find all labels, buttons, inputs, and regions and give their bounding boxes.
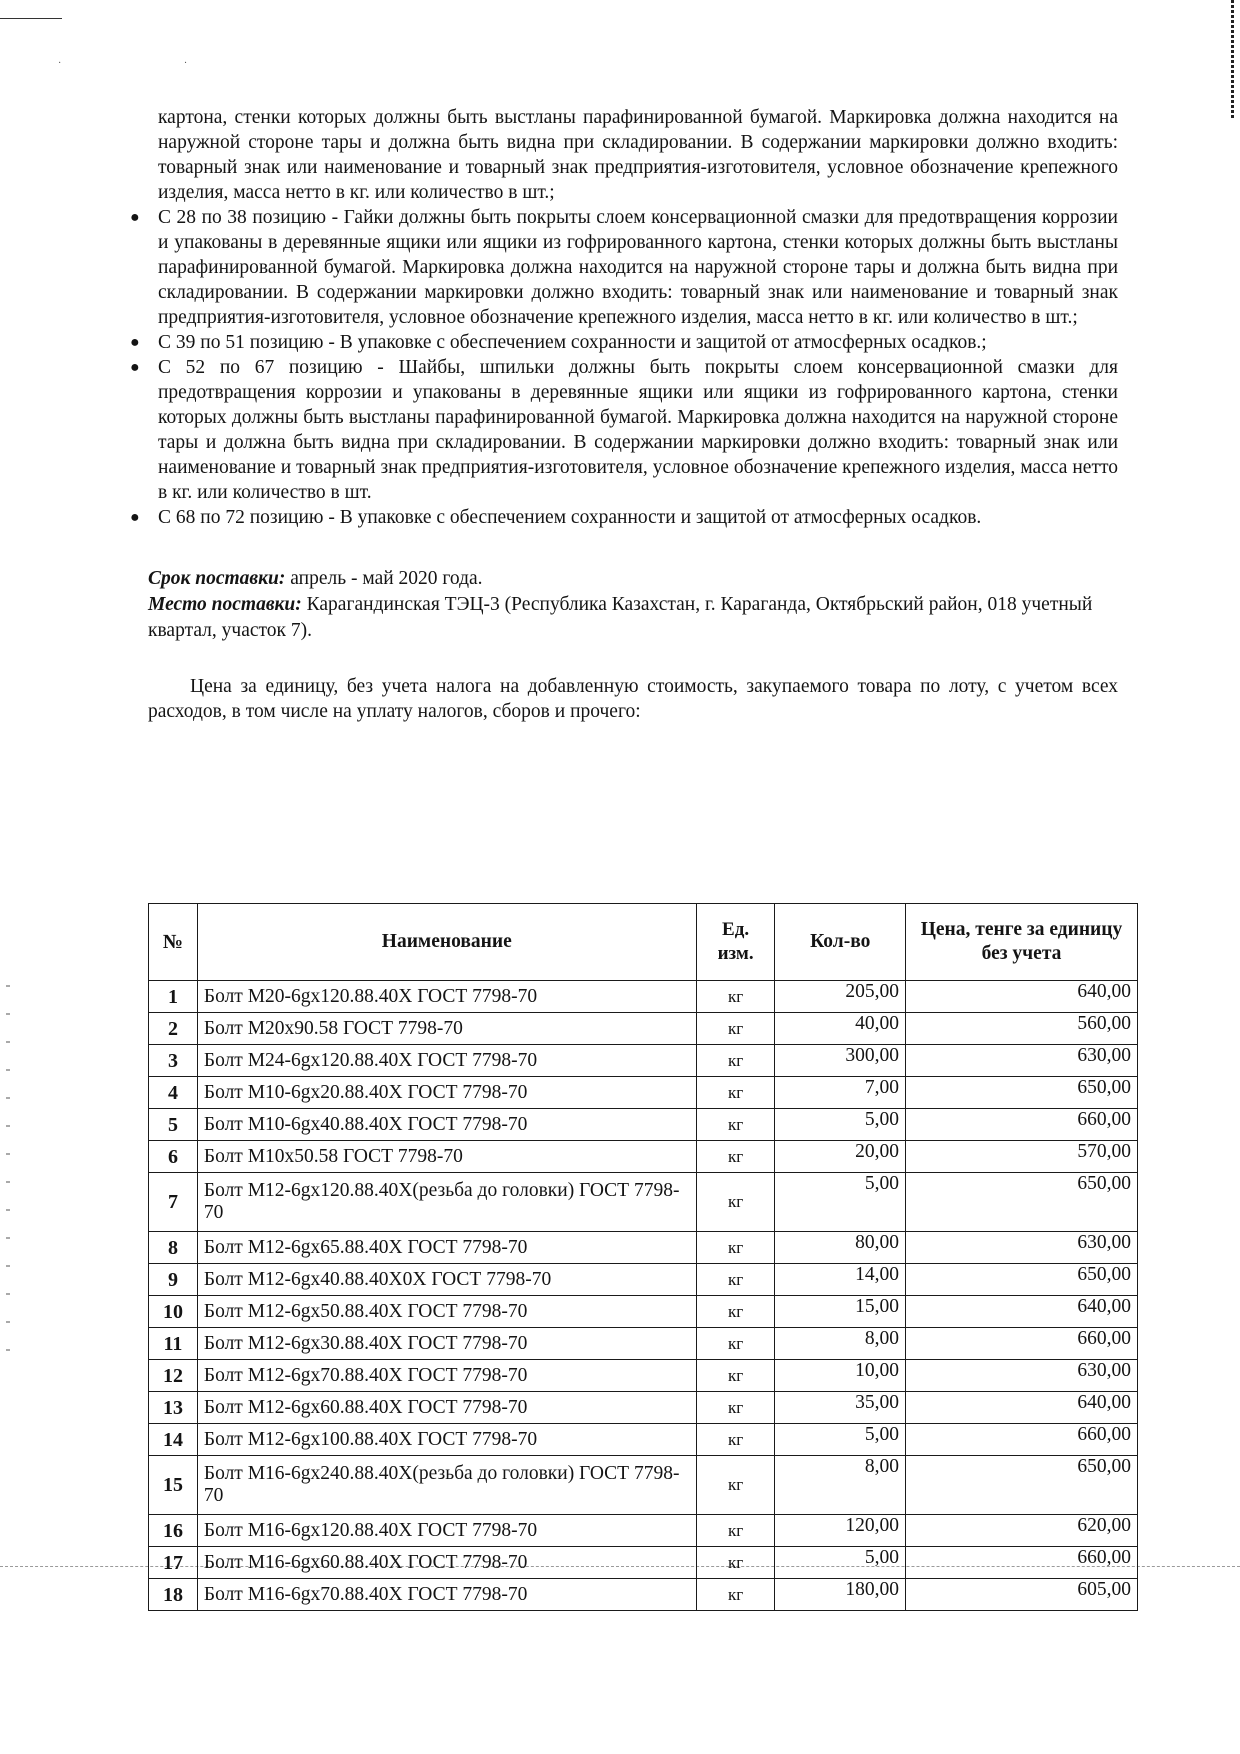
row-name: Болт М10-6gx20.88.40Х ГОСТ 7798-70 [197,1077,696,1109]
row-unit: кг [696,1328,775,1360]
row-name: Болт М12-6gx70.88.40Х ГОСТ 7798-70 [197,1360,696,1392]
table-row [149,1109,1138,1141]
scan-margin-line [0,18,62,19]
row-unit: кг [696,1547,775,1579]
row-price: 650,00 [906,1077,1138,1109]
row-unit: кг [696,1109,775,1141]
row-number: 7 [149,1173,198,1232]
scan-edge-artifact [1231,0,1234,120]
row-unit: кг [696,1360,775,1392]
table-row [149,1392,1138,1424]
row-price: 605,00 [906,1579,1138,1611]
table-row [149,1141,1138,1173]
row-price: 660,00 [906,1109,1138,1141]
row-qty: 8,00 [775,1328,906,1360]
row-name: Болт М16-6gx70.88.40Х ГОСТ 7798-70 [197,1579,696,1611]
table-row [149,1045,1138,1077]
row-qty: 20,00 [775,1141,906,1173]
row-number: 8 [149,1232,198,1264]
list-item: ● С 68 по 72 позицию - В упаковке с обеспечением сохранности и защитой от атмосферных осадков. [130,507,982,528]
row-qty: 5,00 [775,1109,906,1141]
row-name: Болт М12-6gx30.88.40Х ГОСТ 7798-70 [197,1328,696,1360]
row-price: 630,00 [906,1045,1138,1077]
bullet-icon: ● [130,359,140,376]
row-qty: 300,00 [775,1045,906,1077]
table-row [149,1515,1138,1547]
row-number: 11 [149,1328,198,1360]
row-price: 660,00 [906,1424,1138,1456]
row-number: 5 [149,1109,198,1141]
row-name: Болт М20-6gx120.88.40Х ГОСТ 7798-70 [197,981,696,1013]
row-name: Болт М10-6gx40.88.40Х ГОСТ 7798-70 [197,1109,696,1141]
row-qty: 120,00 [775,1515,906,1547]
row-price: 570,00 [906,1141,1138,1173]
row-number: 15 [149,1456,198,1515]
row-name: Болт М12-6gx100.88.40Х ГОСТ 7798-70 [197,1424,696,1456]
row-qty: 8,00 [775,1456,906,1515]
table-row [149,1328,1138,1360]
header-name: Наименование [197,904,696,981]
bullet-icon: ● [130,209,140,226]
row-qty: 5,00 [775,1173,906,1232]
delivery-terms [148,566,1118,644]
table-body [149,981,1138,1611]
row-qty: 40,00 [775,1013,906,1045]
row-price: 640,00 [906,981,1138,1013]
row-unit: кг [696,1045,775,1077]
row-unit: кг [696,1264,775,1296]
row-price: 560,00 [906,1013,1138,1045]
list-item: ● С 52 по 67 позицию - Шайбы, шпильки должны быть покрыты слоем консервационной смазки для предотвращения коррозии и упакованы в деревянные ящики или ящики из гофрированного картона, стенки которых должны быть выстланы парафинированной бумагой. Маркировка должна находится на наружной стороне тары и должна быть видна при складировании. В содержании маркировки должно входить: товарный знак или наименование и товарный знак предприятия-изготовителя, условное обозначение крепежного изделия, масса нетто в кг. или количество в шт. [130,357,1118,503]
header-num: № [149,904,198,981]
row-price: 630,00 [906,1232,1138,1264]
price-intro: Цена за единицу, без учета налога на добавленную стоимость, закупаемого товара по лоту, с учетом всех расходов, в том числе на уплату налогов, сборов и прочего: [148,676,1118,722]
delivery-term: Срок поставки: апрель - май 2020 года. [148,568,483,589]
row-unit: кг [696,1456,775,1515]
header-qty: Кол-во [775,904,906,981]
row-qty: 35,00 [775,1392,906,1424]
row-number: 9 [149,1264,198,1296]
table-row [149,981,1138,1013]
row-qty: 180,00 [775,1579,906,1611]
row-number: 10 [149,1296,198,1328]
row-qty: 10,00 [775,1360,906,1392]
row-number: 6 [149,1141,198,1173]
row-number: 1 [149,981,198,1013]
row-price: 620,00 [906,1515,1138,1547]
row-unit: кг [696,1077,775,1109]
row-name: Болт М12-6gx120.88.40Х(резьба до головки) ГОСТ 7798-70 [197,1173,696,1232]
table-row [149,1456,1138,1515]
row-qty: 5,00 [775,1424,906,1456]
row-qty: 80,00 [775,1232,906,1264]
table-row [149,1547,1138,1579]
bullet-icon: ● [130,509,140,526]
row-name: Болт М24-6gx120.88.40Х ГОСТ 7798-70 [197,1045,696,1077]
table-row [149,1360,1138,1392]
row-number: 18 [149,1579,198,1611]
scan-left-marks [6,985,10,1365]
table-row [149,1264,1138,1296]
row-number: 2 [149,1013,198,1045]
row-name: Болт М20х90.58 ГОСТ 7798-70 [197,1013,696,1045]
table-row [149,1424,1138,1456]
row-unit: кг [696,1296,775,1328]
row-unit: кг [696,981,775,1013]
row-name: Болт М16-6gx60.88.40Х ГОСТ 7798-70 [197,1547,696,1579]
packaging-list [130,205,1118,530]
table-row [149,1173,1138,1232]
row-unit: кг [696,1141,775,1173]
row-name: Болт М12-6gx65.88.40Х ГОСТ 7798-70 [197,1232,696,1264]
row-unit: кг [696,1173,775,1232]
row-price: 660,00 [906,1547,1138,1579]
row-number: 17 [149,1547,198,1579]
list-item: ● С 28 по 38 позицию - Гайки должны быть покрыты слоем консервационной смазки для предотвращения коррозии и упакованы в деревянные ящики или ящики из гофрированного картона, стенки которых должны быть выстланы парафинированной бумагой. Маркировка должна находится на наружной стороне тары и должна быть видна при складировании. В содержании маркировки должно входить: товарный знак или наименование и товарный знак предприятия-изготовителя, условное обозначение крепежного изделия, масса нетто в кг. или количество в шт.; [130,207,1118,328]
row-unit: кг [696,1579,775,1611]
row-name: Болт М12-6gx60.88.40Х ГОСТ 7798-70 [197,1392,696,1424]
row-price: 650,00 [906,1456,1138,1515]
row-name: Болт М12-6gx50.88.40Х ГОСТ 7798-70 [197,1296,696,1328]
table-header-row [149,904,1138,981]
row-qty: 15,00 [775,1296,906,1328]
row-qty: 14,00 [775,1264,906,1296]
scan-specks: · · [58,58,248,69]
row-price: 640,00 [906,1296,1138,1328]
row-unit: кг [696,1232,775,1264]
row-unit: кг [696,1392,775,1424]
table-row [149,1296,1138,1328]
row-unit: кг [696,1424,775,1456]
row-price: 660,00 [906,1328,1138,1360]
row-price: 650,00 [906,1264,1138,1296]
row-name: Болт М10х50.58 ГОСТ 7798-70 [197,1141,696,1173]
row-price: 640,00 [906,1392,1138,1424]
row-qty: 205,00 [775,981,906,1013]
row-number: 3 [149,1045,198,1077]
document-body [130,105,1118,744]
row-name: Болт М16-6gx240.88.40Х(резьба до головки) ГОСТ 7798-70 [197,1456,696,1515]
row-number: 4 [149,1077,198,1109]
items-table [148,903,1138,1611]
row-number: 12 [149,1360,198,1392]
paragraph-continued: картона, стенки которых должны быть выстланы парафинированной бумагой. Маркировка должна находится на наружной стороне тары и должна быть видна при складировании. В содержании маркировки должно входить: товарный знак или наименование и товарный знак предприятия-изготовителя, условное обозначение крепежного изделия, масса нетто в кг. или количество в шт.; [158,107,1118,203]
table-row [149,1077,1138,1109]
delivery-place: Место поставки: Карагандинская ТЭЦ-3 (Республика Казахстан, г. Караганда, Октябрьский район, 018 учетный квартал, участок 7). [148,594,1093,641]
table-row [149,1579,1138,1611]
row-unit: кг [696,1013,775,1045]
row-number: 13 [149,1392,198,1424]
table-row [149,1232,1138,1264]
row-qty: 7,00 [775,1077,906,1109]
header-price: Цена, тенге за единицу без учета [906,904,1138,981]
list-item: ● С 39 по 51 позицию - В упаковке с обеспечением сохранности и защитой от атмосферных осадков.; [130,332,987,353]
table-row [149,1013,1138,1045]
row-number: 16 [149,1515,198,1547]
row-number: 14 [149,1424,198,1456]
row-qty: 5,00 [775,1547,906,1579]
row-unit: кг [696,1515,775,1547]
bullet-icon: ● [130,334,140,351]
row-price: 650,00 [906,1173,1138,1232]
row-price: 630,00 [906,1360,1138,1392]
header-unit: Ед. изм. [696,904,775,981]
row-name: Болт М16-6gx120.88.40Х ГОСТ 7798-70 [197,1515,696,1547]
row-name: Болт М12-6gx40.88.40Х0Х ГОСТ 7798-70 [197,1264,696,1296]
